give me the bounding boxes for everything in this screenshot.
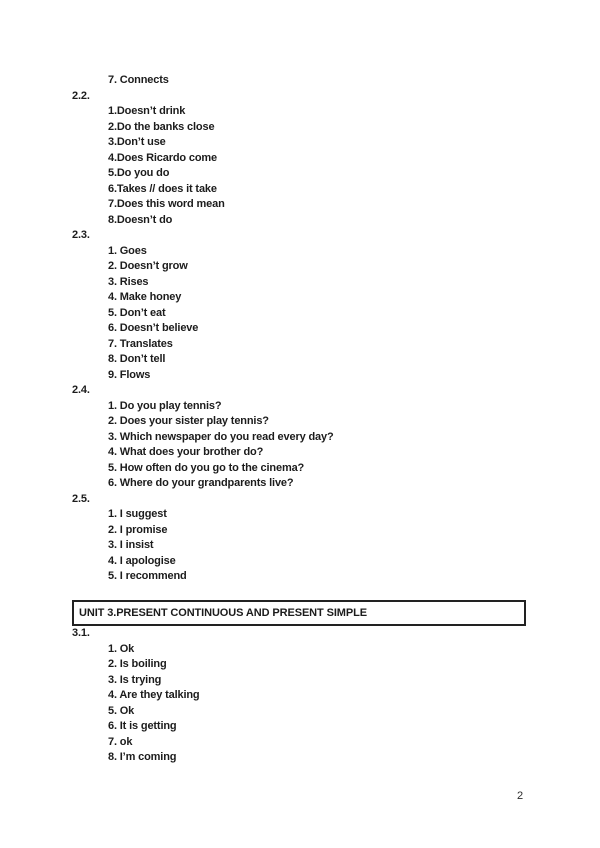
answer-item: 3. Which newspaper do you read every day?: [108, 430, 334, 443]
answer-item: 6. Doesn’t believe: [108, 322, 199, 334]
section-label-2-4: 2.4.: [72, 384, 90, 396]
unit-heading: UNIT 3.PRESENT CONTINUOUS AND PRESENT SIMPLE: [79, 607, 367, 619]
answer-item: 1. I suggest: [108, 508, 167, 520]
section-label-2-5: 2.5.: [72, 492, 90, 505]
answer-item: 6. It is getting: [108, 720, 177, 732]
section-label-2-2: 2.2.: [72, 89, 90, 102]
answer-item: 7. Translates: [108, 337, 173, 350]
answer-item: 4. Are they talking: [108, 689, 200, 701]
answer-item: 4. What does your brother do?: [108, 446, 264, 458]
answer-item: 5. Ok: [108, 704, 135, 717]
answer-item: 6.Takes // does it take: [108, 182, 217, 195]
section-label-2-3: 2.3.: [72, 229, 90, 241]
answer-item: 9. Flows: [108, 368, 151, 381]
answer-item: 3. Rises: [108, 275, 149, 288]
answer-item: 1. Ok: [108, 642, 135, 655]
page-number: 2: [517, 790, 524, 802]
answer-item: 8. I’m coming: [108, 751, 177, 763]
answer-item: 4. I apologise: [108, 554, 176, 567]
answer-item: 5. How often do you go to the cinema?: [108, 461, 305, 474]
answer-item: 7.Does this word mean: [108, 198, 225, 210]
answer-item: 1. Do you play tennis?: [108, 399, 222, 412]
answer-item: 7. ok: [108, 735, 133, 748]
answer-item: 4.Does Ricardo come: [108, 151, 218, 164]
answer-item: 2. Is boiling: [108, 658, 167, 670]
answer-item: 5.Do you do: [108, 167, 170, 179]
answer-item: 1.Doesn’t drink: [108, 105, 186, 117]
answer-item: 8. Don’t tell: [108, 353, 166, 365]
answer-item: 1. Goes: [108, 244, 147, 257]
answer-item: 2. I promise: [108, 523, 168, 536]
answer-item: 7. Connects: [108, 74, 169, 86]
answer-item: 3. Is trying: [108, 673, 162, 686]
answer-item: 3.Don’t use: [108, 136, 166, 148]
answer-item: 6. Where do your grandparents live?: [108, 477, 294, 489]
section-label-3-1: 3.1.: [72, 627, 90, 639]
answer-item: 4. Make honey: [108, 291, 182, 303]
answer-item: 5. I recommend: [108, 570, 187, 582]
answer-item: 3. I insist: [108, 539, 154, 551]
answer-item: 5. Don’t eat: [108, 306, 166, 319]
answer-item: 2. Doesn’t grow: [108, 260, 188, 272]
answer-item: 2.Do the banks close: [108, 120, 215, 133]
answer-item: 8.Doesn’t do: [108, 213, 173, 226]
unit-heading-box: [72, 600, 526, 626]
document-content: [0, 73, 600, 766]
answer-item: 2. Does your sister play tennis?: [108, 415, 269, 427]
